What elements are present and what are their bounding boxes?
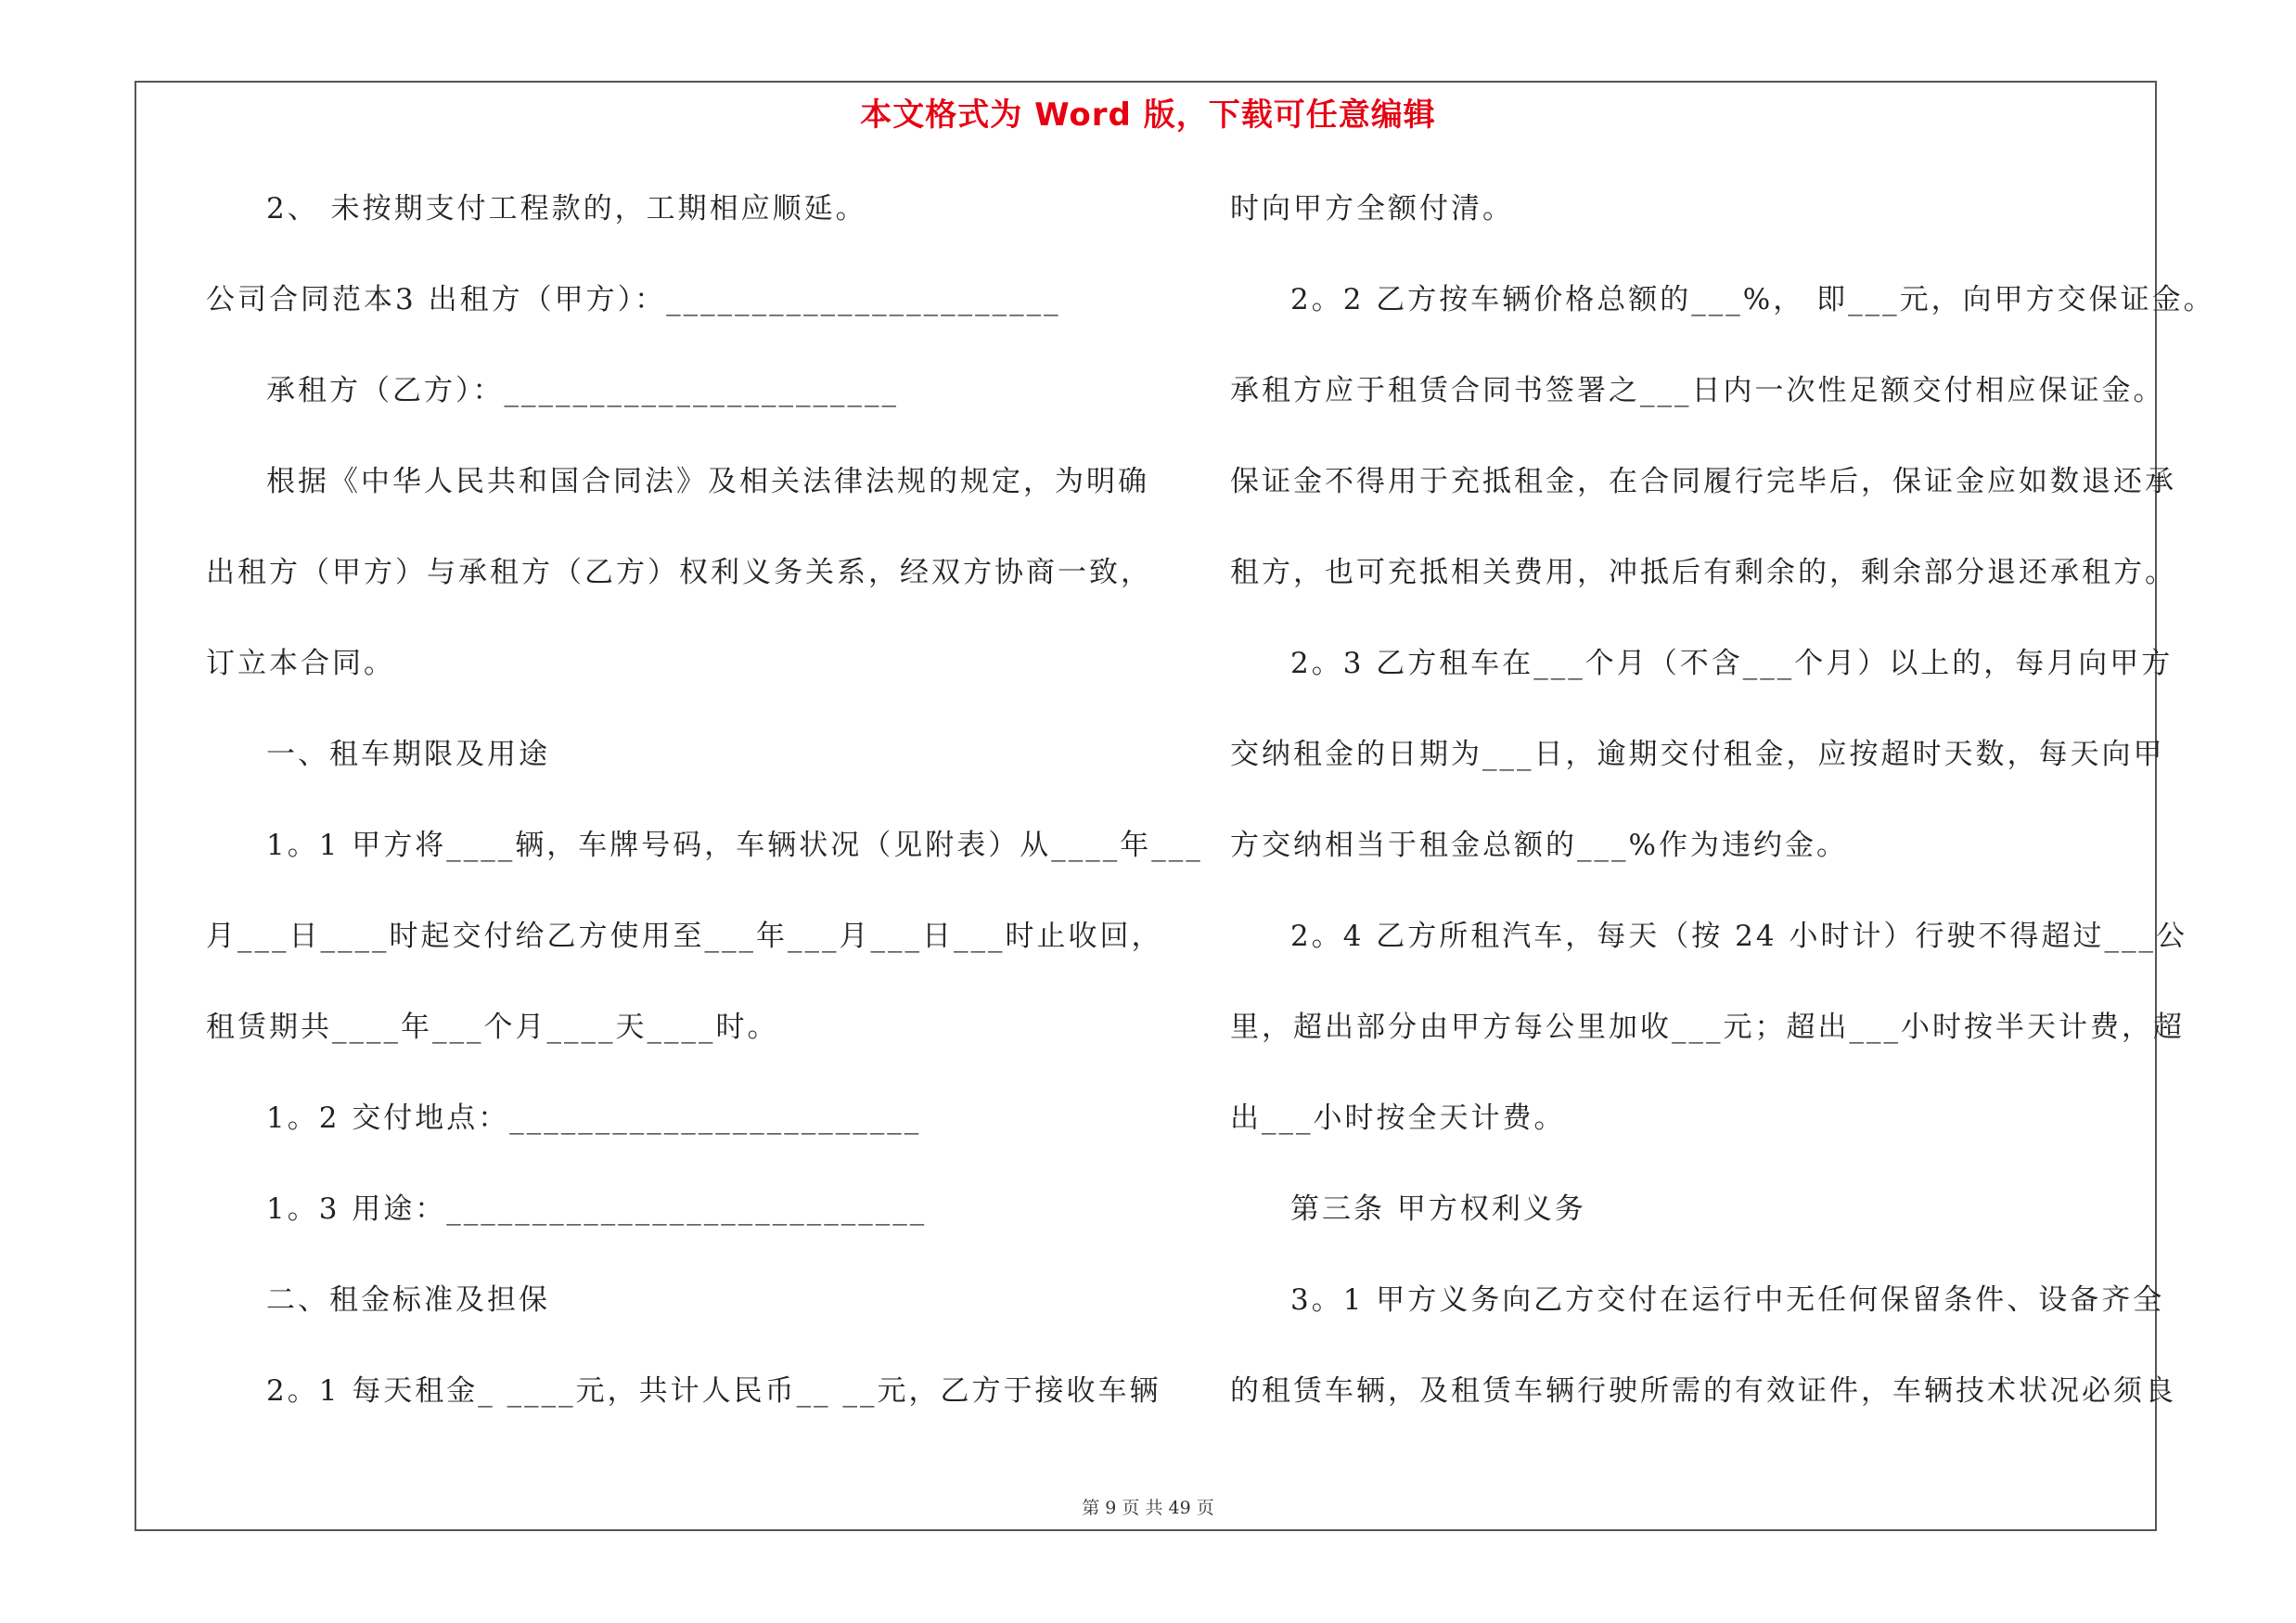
- right-paragraph-line: 交纳租金的日期为___日，逾期交付租金，应按超时天数，每天向甲: [1230, 738, 2165, 771]
- right-paragraph-line: 2。3 乙方租车在___个月（不含___个月）以上的，每月向甲方: [1290, 647, 2174, 680]
- left-paragraph-line: 出租方（甲方）与承租方（乙方）权利义务关系，经双方协商一致，: [206, 556, 1152, 589]
- left-paragraph-line: 1。2 交付地点：________________________: [266, 1101, 922, 1135]
- left-paragraph-line: 1。3 用途：____________________________: [266, 1192, 928, 1226]
- right-paragraph-line: 3。1 甲方义务向乙方交付在运行中无任何保留条件、设备齐全: [1290, 1283, 2165, 1317]
- right-paragraph-line: 里，超出部分由甲方每公里加收___元；超出___小时按半天计费，超: [1230, 1011, 2185, 1044]
- right-paragraph-line: 第三条 甲方权利义务: [1290, 1192, 1586, 1226]
- left-paragraph-line: 2、 未按期支付工程款的，工期相应顺延。: [266, 192, 867, 225]
- right-paragraph-line: 租方，也可充抵相关费用，冲抵后有剩余的，剩余部分退还承租方。: [1230, 556, 2176, 589]
- right-paragraph-line: 方交纳相当于租金总额的___%作为违约金。: [1230, 829, 1848, 862]
- left-paragraph-line: 一、租车期限及用途: [266, 738, 550, 771]
- right-paragraph-line: 时向甲方全额付清。: [1230, 192, 1514, 225]
- right-paragraph-line: 2。2 乙方按车辆价格总额的___%， 即___元，向甲方交保证金。: [1290, 283, 2215, 316]
- format-notice-banner: 本文格式为 Word 版，下载可任意编辑: [860, 97, 1436, 134]
- left-paragraph-line: 1。1 甲方将____辆，车牌号码，车辆状况（见附表）从____年___: [266, 829, 1203, 862]
- right-paragraph-line: 2。4 乙方所租汽车，每天（按 24 小时计）行驶不得超过___公: [1290, 920, 2187, 953]
- left-paragraph-line: 订立本合同。: [206, 647, 395, 680]
- right-paragraph-line: 的租赁车辆，及租赁车辆行驶所需的有效证件，车辆技术状况必须良: [1230, 1374, 2176, 1408]
- left-paragraph-line: 2。1 每天租金_ ____元，共计人民币__ __元，乙方于接收车辆: [266, 1374, 1161, 1408]
- right-paragraph-line: 出___小时按全天计费。: [1230, 1101, 1566, 1135]
- page-number-footer: 第 9 页 共 49 页: [1082, 1498, 1214, 1518]
- left-paragraph-line: 公司合同范本3 出租方（甲方）：_______________________: [206, 283, 1061, 316]
- left-paragraph-line: 二、租金标准及担保: [266, 1283, 550, 1317]
- left-paragraph-line: 月___日____时起交付给乙方使用至___年___月___日___时止收回，: [206, 920, 1163, 953]
- left-paragraph-line: 承租方（乙方）：_______________________: [266, 374, 899, 407]
- left-paragraph-line: 根据《中华人民共和国合同法》及相关法律法规的规定，为明确: [266, 465, 1149, 498]
- right-paragraph-line: 保证金不得用于充抵租金，在合同履行完毕后，保证金应如数退还承: [1230, 465, 2176, 498]
- right-paragraph-line: 承租方应于租赁合同书签署之___日内一次性足额交付相应保证金。: [1230, 374, 2165, 407]
- left-paragraph-line: 租赁期共____年___个月____天____时。: [206, 1011, 779, 1044]
